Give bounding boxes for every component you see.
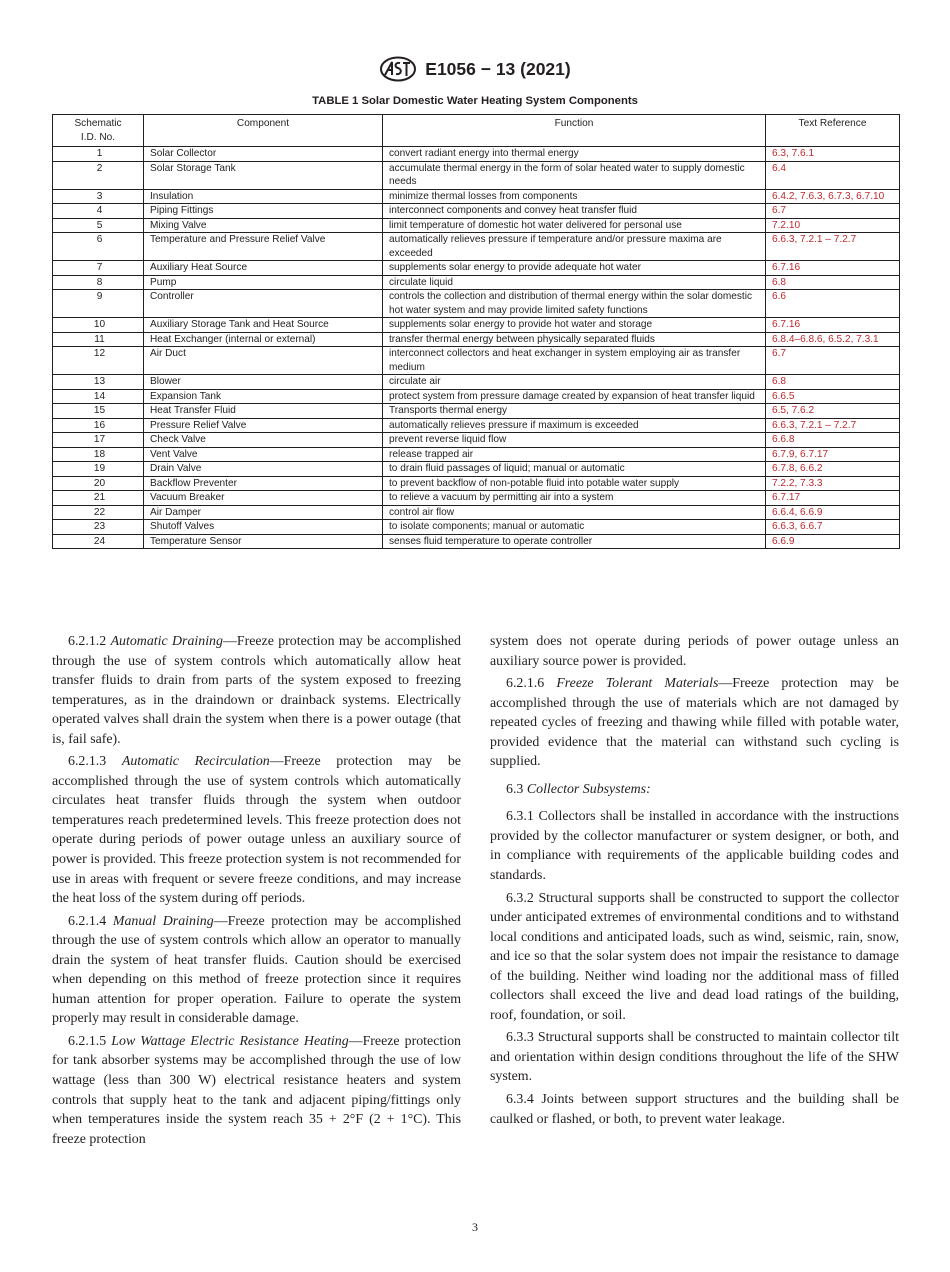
cell-id: 7 <box>53 261 144 276</box>
cell-function: to drain fluid passages of liquid; manual or automatic <box>383 462 766 477</box>
cell-reference: 6.5, 7.6.2 <box>766 404 900 419</box>
cell-reference: 6.6.3, 7.2.1 – 7.2.7 <box>766 418 900 433</box>
cell-component: Pump <box>144 275 383 290</box>
cell-component: Backflow Preventer <box>144 476 383 491</box>
cell-id: 15 <box>53 404 144 419</box>
cell-id: 10 <box>53 318 144 333</box>
paragraph-6-3-4: 6.3.4 Joints between support structures and the building shall be caulked or flashed, or both, to prevent water leakage. <box>490 1092 899 1127</box>
column-header-id: Schematic I.D. No. <box>53 115 144 147</box>
cell-id: 21 <box>53 491 144 506</box>
cell-function: transfer thermal energy between physically separated fluids <box>383 332 766 347</box>
astm-logo-icon <box>379 56 417 82</box>
column-header-function: Function <box>383 115 766 147</box>
cell-component: Shutoff Valves <box>144 520 383 535</box>
document-id: E1056 − 13 (2021) <box>425 58 571 79</box>
cell-id: 12 <box>53 347 144 375</box>
table-row <box>53 318 900 333</box>
cell-reference: 6.6.3, 7.2.1 – 7.2.7 <box>766 233 900 261</box>
paragraph-continuation: system does not operate during periods of power outage unless an auxiliary source power is provided. <box>490 634 899 669</box>
cell-function: accumulate thermal energy in the form of solar heated water to supply domestic needs <box>383 161 766 189</box>
cell-function: controls the collection and distribution of thermal energy within the solar domestic hot water system and may provide limited safety functions <box>383 290 766 318</box>
cell-id: 6 <box>53 233 144 261</box>
paragraph-6-2-1-3: 6.2.1.3 Automatic Recirculation—Freeze protection may be accomplished through the use of system controls which automatically circulates heat transfer fluids through the system when outdoor temperatures reach predetermined levels. This freeze protection does not operate during periods of power outage unless an auxiliary source of power is provided. This freeze protection system is not recommended for use in areas with frequent or severe freeze conditions, and may increase the heat loss of the system during off periods. <box>52 754 461 907</box>
paragraph-6-3-3: 6.3.3 Structural supports shall be constructed to maintain collector tilt and orientation within design conditions throughout the life of the SHW system. <box>490 1030 899 1085</box>
paragraph-6-2-1-6: 6.2.1.6 Freeze Tolerant Materials—Freeze protection may be accomplished through the use of materials which are not damaged by repeated cycles of freezing and thawing while filled with potable water, provided evidence that the material can withstand such cycling is supplied. <box>490 676 899 770</box>
cell-reference: 6.6.9 <box>766 534 900 549</box>
cell-id: 16 <box>53 418 144 433</box>
cell-reference: 6.6 <box>766 290 900 318</box>
cell-function: interconnect components and convey heat transfer fluid <box>383 204 766 219</box>
table-row <box>53 189 900 204</box>
cell-component: Solar Collector <box>144 147 383 162</box>
cell-reference: 6.4.2, 7.6.3, 6.7.3, 6.7.10 <box>766 189 900 204</box>
cell-component: Air Damper <box>144 505 383 520</box>
cell-reference: 6.8.4–6.8.6, 6.5.2, 7.3.1 <box>766 332 900 347</box>
cell-reference: 6.6.4, 6.6.9 <box>766 505 900 520</box>
cell-component: Auxiliary Heat Source <box>144 261 383 276</box>
cell-function: automatically relieves pressure if maximum is exceeded <box>383 418 766 433</box>
paragraph-6-2-1-5: 6.2.1.5 Low Wattage Electric Resistance Heating—Freeze protection for tank absorber systems may be accomplished through the use of low wattage (less than 300 W) electrical resistance heaters and system controls that supply heat to the tank and adjacent piping/fittings only when temperatures inside the system reach 35 + 2°F (2 + 1°C). This freeze protection <box>52 1033 461 1147</box>
cell-component: Auxiliary Storage Tank and Heat Source <box>144 318 383 333</box>
cell-function: circulate liquid <box>383 275 766 290</box>
cell-component: Mixing Valve <box>144 218 383 233</box>
cell-function: limit temperature of domestic hot water delivered for personal use <box>383 218 766 233</box>
cell-function: circulate air <box>383 375 766 390</box>
cell-component: Heat Exchanger (internal or external) <box>144 332 383 347</box>
cell-reference: 6.7 <box>766 204 900 219</box>
cell-component: Air Duct <box>144 347 383 375</box>
cell-component: Controller <box>144 290 383 318</box>
cell-reference: 6.6.8 <box>766 433 900 448</box>
table-row <box>53 418 900 433</box>
cell-component: Temperature Sensor <box>144 534 383 549</box>
cell-function: supplements solar energy to provide adequate hot water <box>383 261 766 276</box>
cell-function: senses fluid temperature to operate controller <box>383 534 766 549</box>
cell-id: 4 <box>53 204 144 219</box>
table-row <box>53 462 900 477</box>
cell-reference: 6.8 <box>766 275 900 290</box>
cell-function: to isolate components; manual or automatic <box>383 520 766 535</box>
column-header-component: Component <box>144 115 383 147</box>
cell-function: prevent reverse liquid flow <box>383 433 766 448</box>
table-row <box>53 161 900 189</box>
cell-component: Pressure Relief Valve <box>144 418 383 433</box>
table-title: TABLE 1 Solar Domestic Water Heating System Components <box>312 95 638 107</box>
section-heading-6-3: 6.3 Collector Subsystems: <box>506 781 651 797</box>
column-header-reference: Text Reference <box>766 115 900 147</box>
cell-component: Insulation <box>144 189 383 204</box>
cell-id: 13 <box>53 375 144 390</box>
cell-id: 17 <box>53 433 144 448</box>
cell-function: interconnect collectors and heat exchanger in system employing air as transfer medium <box>383 347 766 375</box>
right-text-column <box>490 632 899 1132</box>
cell-reference: 6.7.8, 6.6.2 <box>766 462 900 477</box>
cell-id: 19 <box>53 462 144 477</box>
table-row <box>53 520 900 535</box>
cell-reference: 6.3, 7.6.1 <box>766 147 900 162</box>
table-row <box>53 447 900 462</box>
cell-id: 14 <box>53 389 144 404</box>
cell-component: Solar Storage Tank <box>144 161 383 189</box>
cell-function: control air flow <box>383 505 766 520</box>
cell-id: 23 <box>53 520 144 535</box>
cell-reference: 6.8 <box>766 375 900 390</box>
cell-id: 2 <box>53 161 144 189</box>
cell-id: 11 <box>53 332 144 347</box>
table-row <box>53 347 900 375</box>
paragraph-6-3-2: 6.3.2 Structural supports shall be constructed to support the collector under anticipated extremes of environmental conditions and to withstand local conditions and anticipated loads, such as wind, seismic, rain, snow, and ice so that the solar system does not impair the resistance to damage of the building. Neither wind loading nor the additional mass of filled collectors shall exceed the live and dead load ratings of the building, roof, foundation, or soil. <box>490 890 899 1023</box>
cell-reference: 6.7.16 <box>766 261 900 276</box>
paragraph-6-2-1-4: 6.2.1.4 Manual Draining—Freeze protection may be accomplished through the use of system controls which allow an operator to manually drain the system of heat transfer fluids. Caution should be exercised when depending on this method of freeze protection since it requires human attention for proper operation. Failure to operate the system properly may result in considerable damage. <box>52 913 461 1027</box>
cell-reference: 7.2.2, 7.3.3 <box>766 476 900 491</box>
cell-reference: 6.6.3, 6.6.7 <box>766 520 900 535</box>
cell-reference: 7.2.10 <box>766 218 900 233</box>
cell-function: minimize thermal losses from components <box>383 189 766 204</box>
cell-id: 18 <box>53 447 144 462</box>
cell-id: 3 <box>53 189 144 204</box>
cell-function: automatically relieves pressure if temperature and/or pressure maxima are exceeded <box>383 233 766 261</box>
page-number: 3 <box>472 1220 478 1234</box>
cell-reference: 6.7 <box>766 347 900 375</box>
cell-function: to prevent backflow of non-potable fluid into potable water supply <box>383 476 766 491</box>
cell-component: Heat Transfer Fluid <box>144 404 383 419</box>
cell-reference: 6.7.16 <box>766 318 900 333</box>
cell-component: Drain Valve <box>144 462 383 477</box>
table-row <box>53 375 900 390</box>
table-row <box>53 290 900 318</box>
cell-id: 22 <box>53 505 144 520</box>
paragraph-6-3-1: 6.3.1 Collectors shall be installed in accordance with the instructions provided by the collector manufacturer or system designer, or both, and in compliance with requirements of the applicable building codes and standards. <box>490 809 899 884</box>
cell-component: Temperature and Pressure Relief Valve <box>144 233 383 261</box>
cell-reference: 6.4 <box>766 161 900 189</box>
table-row <box>53 534 900 549</box>
cell-reference: 6.6.5 <box>766 389 900 404</box>
table-row <box>53 433 900 448</box>
table-row <box>53 261 900 276</box>
cell-component: Expansion Tank <box>144 389 383 404</box>
table-row <box>53 491 900 506</box>
cell-component: Check Valve <box>144 433 383 448</box>
table-row <box>53 476 900 491</box>
cell-reference: 6.7.17 <box>766 491 900 506</box>
cell-component: Piping Fittings <box>144 204 383 219</box>
table-row <box>53 505 900 520</box>
table-row <box>53 275 900 290</box>
table-row <box>53 389 900 404</box>
page-header <box>0 56 950 82</box>
cell-function: supplements solar energy to provide hot water and storage <box>383 318 766 333</box>
cell-component: Vent Valve <box>144 447 383 462</box>
table-row <box>53 233 900 261</box>
left-text-column <box>52 632 461 1152</box>
cell-id: 9 <box>53 290 144 318</box>
table-row <box>53 404 900 419</box>
table-row <box>53 204 900 219</box>
cell-function: convert radiant energy into thermal energy <box>383 147 766 162</box>
cell-component: Blower <box>144 375 383 390</box>
cell-id: 8 <box>53 275 144 290</box>
table-row <box>53 332 900 347</box>
cell-component: Vacuum Breaker <box>144 491 383 506</box>
cell-reference: 6.7.9, 6.7.17 <box>766 447 900 462</box>
components-table <box>52 114 900 549</box>
cell-function: Transports thermal energy <box>383 404 766 419</box>
table-header-row <box>53 115 900 147</box>
cell-function: release trapped air <box>383 447 766 462</box>
cell-id: 20 <box>53 476 144 491</box>
paragraph-6-2-1-2: 6.2.1.2 Automatic Draining—Freeze protection may be accomplished through the use of system controls which automatically allow heat transfer fluids to drain from parts of the system exposed to freezing temperatures, as in the draindown or drainback systems. Electrically operated valves shall drain the system when there is a power outage (that is, fail safe). <box>52 634 461 747</box>
cell-id: 5 <box>53 218 144 233</box>
table-row <box>53 218 900 233</box>
cell-function: protect system from pressure damage created by expansion of heat transfer liquid <box>383 389 766 404</box>
table-row <box>53 147 900 162</box>
cell-id: 1 <box>53 147 144 162</box>
cell-function: to relieve a vacuum by permitting air into a system <box>383 491 766 506</box>
cell-id: 24 <box>53 534 144 549</box>
